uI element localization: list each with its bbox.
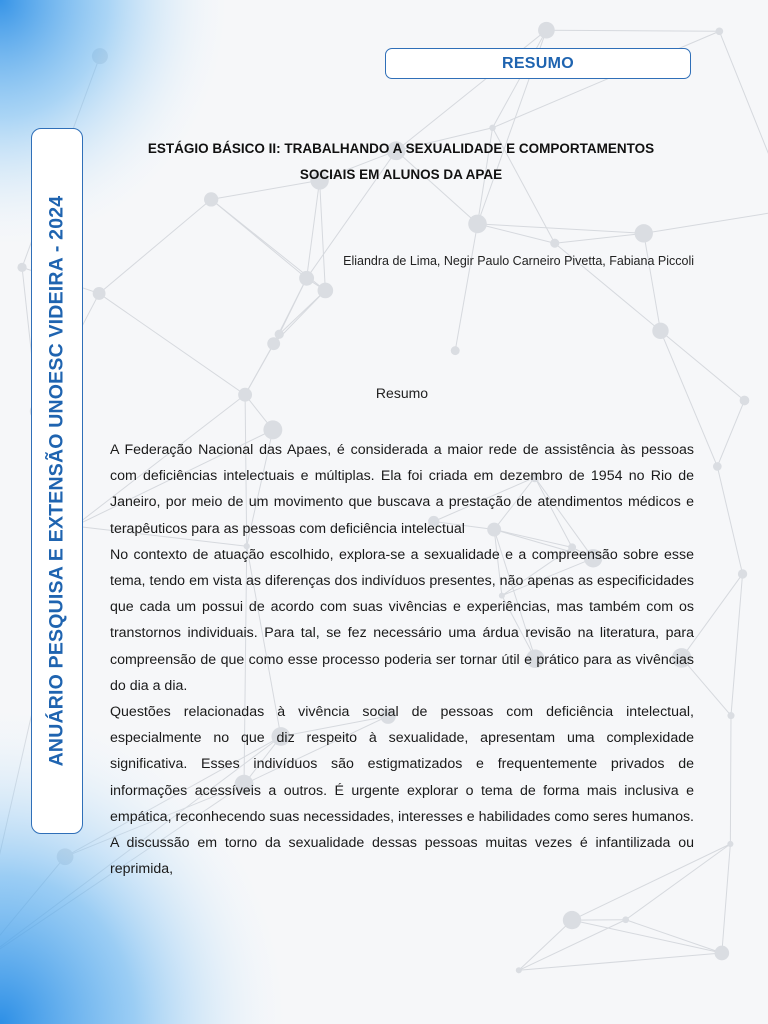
section-heading: Resumo <box>375 385 429 401</box>
abstract-body <box>110 437 694 882</box>
paragraph: A Federação Nacional das Apaes, é considerada a maior rede de assistência às pessoas com deficiências intelectuais e múltiplas. Ela foi criada em dezembro de 1954 no Rio de Janeiro, por meio de um movimento que buscava a prestação de atendimentos médicos e terapêuticos para as pessoas com deficiência intelectual <box>110 442 694 537</box>
paragraph: Questões relacionadas à vivência social de pessoas com deficiência intelectual, especialmente no que diz respeito à sexualidade, apresentam uma complexidade significativa. Esses indivíduos são estigmatizados e frequentemente privados de informações acessíveis a outros. É urgente explorar o tema de forma mais inclusiva e empática, reconhecendo suas necessidades, interesses e habilidades como seres humanos. A discussão em torno da sexualidade dessas pessoas muitas vezes é infantilizada ou reprimida, <box>110 704 694 878</box>
paragraph: No contexto de atuação escolhido, explora-se a sexualidade e a compreensão sobre esse tema, tendo em vista as diferenças dos indivíduos presentes, não apenas as especificidades que cada um possui de acordo com suas vivências e experiências, mas também com os transtornos individuais. Para tal, se fez necessário uma árdua revisão na literatura, para compreensão de que como esse processo poderia ser tornar útil e prático para as vivências do dia a dia. <box>110 546 694 694</box>
sidebar-label: ANUÁRIO PESQUISA E EXTENSÃO UNOESC VIDEIRA - 2024 <box>45 195 68 767</box>
title-line-2: SOCIAIS EM ALUNOS DA APAE <box>299 167 503 182</box>
document-title <box>108 136 694 188</box>
title-line-1: ESTÁGIO BÁSICO II: TRABALHANDO A SEXUALIDADE E COMPORTAMENTOS <box>147 141 655 156</box>
badge-label: RESUMO <box>501 54 575 72</box>
resumo-badge <box>385 48 691 79</box>
authors: Eliandra de Lima, Negir Paulo Carneiro Pivetta, Fabiana Piccoli <box>343 254 694 268</box>
